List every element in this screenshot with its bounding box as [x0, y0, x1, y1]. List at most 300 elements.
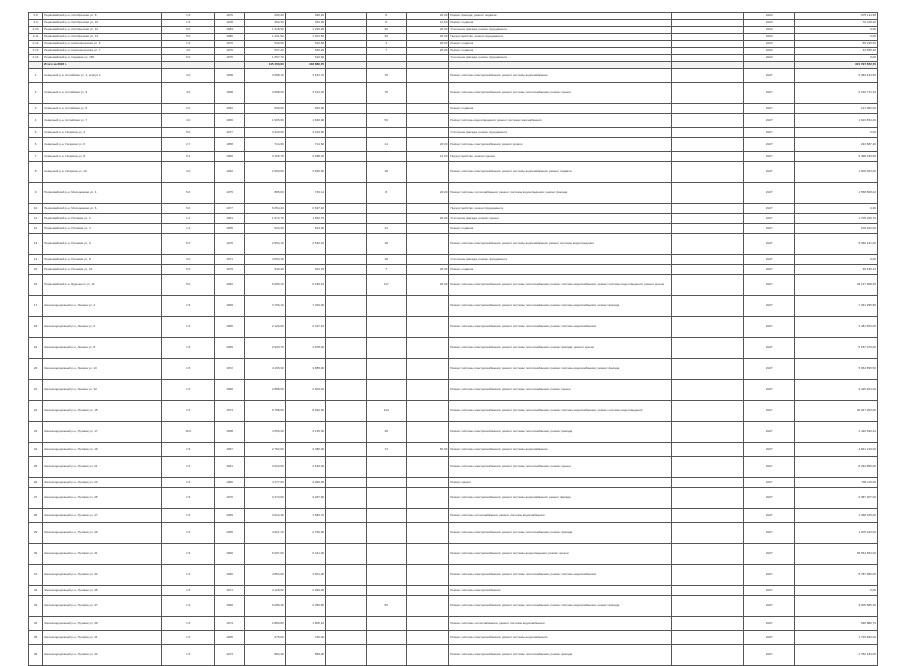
table-cell-addr: Первомайский р-н, Комсомольская ул, 7	[43, 48, 162, 55]
table-cell-addr: Железнодорожный р-н, Луговая ул, 33	[43, 565, 162, 586]
table-cell-d: Ремонт подвала	[449, 41, 671, 48]
table-cell-a: 3.0	[162, 255, 215, 265]
table-row	[29, 275, 878, 296]
table-cell-n: 17	[29, 296, 43, 317]
table-cell-a: 5.2	[162, 152, 215, 162]
table-cell-sum: 106 162,00	[795, 224, 878, 234]
table-cell-year: 1976	[214, 48, 244, 55]
table-cell-y: 2023	[744, 13, 795, 20]
table-cell-s1: 3 024,60	[245, 457, 285, 478]
table-cell-h	[326, 234, 366, 255]
table-cell-s2: 7 320,00	[285, 296, 325, 317]
table-cell-h	[326, 631, 366, 645]
table-cell-y: 2023	[744, 41, 795, 48]
table-cell-_blank	[671, 457, 744, 478]
table-cell-sum: 8 787 980,00	[795, 565, 878, 586]
table-cell-h	[326, 114, 366, 128]
table-cell-s1: 9 788,60	[245, 401, 285, 422]
table-cell-year: 1965	[214, 631, 244, 645]
table-cell-a: 1.5	[162, 478, 215, 488]
table-cell-s1: 3 688,20	[245, 83, 285, 104]
table-cell-a: 5.0	[162, 27, 215, 34]
table-cell-d: Ремонт фасада; ремонт подвала	[449, 13, 671, 20]
table-cell-addr: Железнодорожный р-н, Ленина ул, 6	[43, 317, 162, 338]
table-row	[29, 586, 878, 596]
table-cell-_blank	[671, 234, 744, 255]
table-cell-s2: 1 290,90	[285, 27, 325, 34]
table-cell-addr: Железнодорожный р-н, Луговая ул, 29	[43, 523, 162, 544]
table-cell-d: Ремонт системы электроснабжения; ремонт системы теплоснабжения; ремонт системы водоснабжения	[449, 317, 671, 338]
table-cell-s1: 714,60	[245, 138, 285, 152]
table-cell-s2: 3 223,60	[285, 128, 325, 138]
table-cell-y: 2027	[744, 617, 795, 631]
table-cell-a: 4.0	[162, 69, 215, 83]
table-cell-_blank	[671, 338, 744, 359]
table-cell-m	[406, 317, 448, 338]
table-cell-sum: 2 440 590,42	[795, 422, 878, 443]
table-cell-y	[744, 62, 795, 69]
table-cell-d: Ремонт системы электроснабжения; ремонт системы теплоснабжения; ремонт фасада	[449, 523, 671, 544]
table-cell-y: 2027	[744, 265, 795, 275]
table-cell-year: 1962	[214, 275, 244, 296]
table-cell-sum: 45 564 834,00	[795, 544, 878, 565]
table-total-row	[29, 62, 878, 69]
table-cell-year: 1958	[214, 422, 244, 443]
table-cell-a: 2.0	[162, 104, 215, 114]
table-cell-s1: 3 688,10	[245, 69, 285, 83]
table-cell-m	[406, 586, 448, 596]
table-cell-y: 2027	[744, 204, 795, 214]
table-row	[29, 509, 878, 523]
table-cell-a: 1.6	[162, 523, 215, 544]
table-cell-sum: 6 087 307,00	[795, 488, 878, 509]
table-cell-s1: 2 554,10	[245, 234, 285, 255]
table-cell-d: Ремонт системы электроснабжения; ремонт системы водоснабжения; ремонт фасада	[449, 488, 671, 509]
table-row	[29, 55, 878, 62]
table-cell-addr: Железнодорожный р-н, Луговая ул, 43	[43, 645, 162, 666]
table-cell-s2: 8 922,30	[285, 401, 325, 422]
table-cell-k	[366, 631, 406, 645]
table-cell-m	[406, 359, 448, 380]
table-row	[29, 565, 878, 586]
table-cell-year: 1970	[214, 234, 244, 255]
table-cell-h	[326, 265, 366, 275]
table-cell-sum: 55 235,50	[795, 41, 878, 48]
table-cell-s2: 695,20	[285, 13, 325, 20]
table-cell-m: 20,00	[406, 265, 448, 275]
table-cell-sum: 40 947 253,00	[795, 401, 878, 422]
table-cell-k: 30	[366, 34, 406, 41]
table-row	[29, 204, 878, 214]
table-cell-m	[406, 296, 448, 317]
table-cell-n: 19	[29, 338, 43, 359]
table-cell-s1: 3 473,60	[245, 488, 285, 509]
table-cell-s2: 3 512,20	[285, 83, 325, 104]
table-cell-addr: Железнодорожный р-н, Луговая ул, 23	[43, 478, 162, 488]
table-row	[29, 317, 878, 338]
table-cell-d: Ремонт системы электроснабжения; ремонт системы теплоснабжения; ремонт фасада	[449, 422, 671, 443]
table-cell-h	[326, 380, 366, 401]
table-cell-d: Ремонт системы электроснабжения; ремонт системы водоотведения; ремонт крыши	[449, 544, 671, 565]
table-cell-_blank	[671, 422, 744, 443]
table-cell-h	[326, 544, 366, 565]
table-cell-s1: 3 420,50	[245, 128, 285, 138]
table-cell-addr: Первомайский р-н, Полевая ул, 2	[43, 214, 162, 224]
table-cell-year: 1960	[214, 478, 244, 488]
table-cell-year: 1966	[214, 152, 244, 162]
table-cell-year: 1965	[214, 523, 244, 544]
table-cell-a: 1.5	[162, 359, 215, 380]
table-cell-y: 2027	[744, 478, 795, 488]
table-cell-a: 5.0	[162, 275, 215, 296]
table-cell-k	[366, 488, 406, 509]
table-cell-m: 20,00	[406, 214, 448, 224]
table-cell-year: 1978	[214, 20, 244, 27]
table-cell-year: 1966	[214, 114, 244, 128]
table-cell-m: 12,50	[406, 20, 448, 27]
table-cell-m	[406, 204, 448, 214]
table-row	[29, 69, 878, 83]
table-cell-addr: Железнодорожный р-н, Луговая ул, 31	[43, 544, 162, 565]
table-cell-sum: 5 654 895,50	[795, 359, 878, 380]
table-cell-y: 2027	[744, 359, 795, 380]
table-cell-d: Ремонт системы электроснабжения; ремонт системы водоснабжения	[449, 631, 671, 645]
table-cell-_blank	[671, 478, 744, 488]
table-cell-k	[366, 204, 406, 214]
table-row	[29, 523, 878, 544]
table-cell-n: 34	[29, 617, 43, 631]
table-cell-d: Ремонт подвала	[449, 48, 671, 55]
table-cell-s1: 2 990,60	[245, 162, 285, 183]
table-row	[29, 27, 878, 34]
table-cell-a: 1.2	[162, 224, 215, 234]
table-cell-_blank	[671, 265, 744, 275]
table-cell-a: 1.5	[162, 20, 215, 27]
table-cell-n: 7	[29, 152, 43, 162]
table-cell-_blank	[671, 183, 744, 204]
table-cell-sum: 875 114,58	[795, 13, 878, 20]
table-cell-m	[406, 162, 448, 183]
table-cell-a: 1.5	[162, 586, 215, 596]
table-row	[29, 214, 878, 224]
table-cell-k: 18	[366, 162, 406, 183]
table-cell-k	[366, 523, 406, 544]
table-cell-_blank	[671, 401, 744, 422]
table-cell-h	[326, 13, 366, 20]
table-row	[29, 296, 878, 317]
table-cell-a: 4.0	[162, 162, 215, 183]
table-cell-h	[326, 586, 366, 596]
table-cell-s1: 884,30	[245, 645, 285, 666]
table-cell-h	[326, 214, 366, 224]
table-cell-addr: Северный р-н, Гагарина ул, 8	[43, 152, 162, 162]
table-cell-s2: 1 562,70	[285, 214, 325, 224]
table-cell-_blank	[671, 20, 744, 27]
table-cell-a: 4.0	[162, 48, 215, 55]
table-cell-s2: 2 135,00	[285, 422, 325, 443]
table-row	[29, 488, 878, 509]
table-cell-s1: 2 930,70	[245, 338, 285, 359]
table-cell-sum: 5 187 979,00	[795, 338, 878, 359]
table-cell-n: 12	[29, 224, 43, 234]
table-cell-s1: 454,30	[245, 20, 285, 27]
table-cell-n: 2.10	[29, 27, 43, 34]
table-cell-n: 8	[29, 162, 43, 183]
table-cell-h	[326, 55, 366, 62]
table-cell-addr: Первомайский р-н, Молодежная ул, 6	[43, 204, 162, 214]
table-cell-_blank	[671, 69, 744, 83]
table-cell-h	[326, 401, 366, 422]
table-cell-year: 1975	[214, 183, 244, 204]
table-cell-s1: 6 097,60	[245, 544, 285, 565]
table-cell-y: 2027	[744, 380, 795, 401]
table-cell-a: 1.5	[162, 13, 215, 20]
table-cell-s2: 2 878,00	[285, 338, 325, 359]
table-cell-h	[326, 128, 366, 138]
table-cell-addr: Первомайский р-н, Октябрьская ул, 8	[43, 13, 162, 20]
table-cell-sum: 0,00	[795, 204, 878, 214]
table-cell-s2: 520,20	[285, 48, 325, 55]
table-cell-s2: 2 760,00	[285, 523, 325, 544]
table-cell-s2: 6 697,40	[285, 204, 325, 214]
table-cell-y: 2027	[744, 152, 795, 162]
table-cell-sum: 0,00	[795, 255, 878, 265]
table-cell-sum: 44 565,30	[795, 48, 878, 55]
table-cell-m	[406, 523, 448, 544]
table-cell-h	[326, 41, 366, 48]
table-cell-k	[366, 380, 406, 401]
table-cell-s1: 1 657,70	[245, 55, 285, 62]
table-cell-k	[366, 586, 406, 596]
table-cell-addr: Северный р-н, Алтайская ул, 3	[43, 83, 162, 104]
table-cell-n: 24	[29, 443, 43, 457]
table-cell-d: Утепление фасада; ремонт фундамента	[449, 128, 671, 138]
table-cell-year: 1984	[214, 27, 244, 34]
table-cell-s2: 2 998,20	[285, 152, 325, 162]
table-body	[29, 13, 878, 666]
table-cell-h	[326, 183, 366, 204]
table-cell-y: 2027	[744, 544, 795, 565]
table-cell-year: 1986	[214, 34, 244, 41]
table-cell-sum: 315 797 872,70	[795, 62, 878, 69]
table-cell-k: 56	[366, 596, 406, 617]
table-cell-s2: 3 267,60	[285, 488, 325, 509]
table-cell-addr: Итого за 2023 г.	[43, 62, 162, 69]
table-cell-n: 22	[29, 401, 43, 422]
table-cell-addr: Железнодорожный р-н, Ленина ул, 4	[43, 296, 162, 317]
table-cell-addr: Железнодорожный р-н, Луговая ул, 15	[43, 401, 162, 422]
table-cell-y: 2027	[744, 457, 795, 478]
table-cell-a: 5.0	[162, 128, 215, 138]
table-cell-d: Ремонт системы электроснабжения; ремонт системы теплоснабжения; ремонт крыши	[449, 83, 671, 104]
table-cell-y: 2027	[744, 565, 795, 586]
table-cell-sum: 1 558 808,42	[795, 183, 878, 204]
table-cell-a: 1.6	[162, 509, 215, 523]
table-cell-a: 1.2	[162, 214, 215, 224]
table-cell-k: 30	[366, 27, 406, 34]
table-cell-addr: Северный р-н, Алтайская ул, 5	[43, 104, 162, 114]
table-cell-m	[406, 617, 448, 631]
table-cell-h	[326, 443, 366, 457]
table-cell-a: 1.5	[162, 488, 215, 509]
table-cell-m	[406, 645, 448, 666]
table-cell-sum: 0,00	[795, 128, 878, 138]
table-cell-_blank	[671, 255, 744, 265]
table-cell-n: 36	[29, 645, 43, 666]
table-cell-s2: 3 501,00	[285, 565, 325, 586]
table-cell-n: 33	[29, 596, 43, 617]
table-cell-addr: Железнодорожный р-н, Ленина ул, 10	[43, 359, 162, 380]
table-cell-n: 18	[29, 317, 43, 338]
table-cell-s1: 695,20	[245, 13, 285, 20]
table-cell-s1: 4 177,00	[245, 478, 285, 488]
table-cell-h	[326, 645, 366, 666]
table-cell-y: 2027	[744, 523, 795, 544]
table-cell-addr: Железнодорожный р-н, Луговая ул, 17	[43, 422, 162, 443]
table-cell-addr: Первомайский р-н, Комсомольская ул, 5	[43, 41, 162, 48]
table-cell-s2: 868,00	[285, 645, 325, 666]
table-cell-y: 2027	[744, 338, 795, 359]
table-cell-sum: 0,00	[795, 27, 878, 34]
table-cell-d: Ремонт крыши	[449, 478, 671, 488]
table-cell-m: 20,00	[406, 34, 448, 41]
table-cell-s1: 4 165,30	[245, 359, 285, 380]
table-row	[29, 224, 878, 234]
table-cell-_blank	[671, 380, 744, 401]
table-cell-s1: 1 672,70	[245, 214, 285, 224]
table-cell-d: Ремонт системы электроснабжения; ремонт системы теплоснабжения; ремонт системы водоснабжения; ремонт фасада	[449, 596, 671, 617]
table-cell-y: 2027	[744, 104, 795, 114]
table-cell-n: 2.11	[29, 34, 43, 41]
table-cell-k	[366, 152, 406, 162]
table-cell-d: Утепление фасада; ремонт крыши	[449, 214, 671, 224]
table-cell-k	[366, 62, 406, 69]
table-cell-a: 1.5	[162, 631, 215, 645]
table-cell-h	[326, 457, 366, 478]
table-cell-_blank	[671, 34, 744, 41]
table-cell-sum: 0,00	[795, 34, 878, 41]
table-cell-n: 2.13	[29, 48, 43, 55]
table-cell-a: 1.5	[162, 544, 215, 565]
table-row	[29, 478, 878, 488]
table-cell-sum: 121 952,00	[795, 104, 878, 114]
table-cell-s2: 3 885,00	[285, 359, 325, 380]
table-cell-addr: Железнодорожный р-н, Луговая ул, 37	[43, 596, 162, 617]
table-cell-s2: 6 180,10	[285, 275, 325, 296]
table-cell-addr: Северный р-н, Гагарина ул, 4	[43, 128, 162, 138]
table-cell-y: 2027	[744, 586, 795, 596]
table-cell-m: 20,00	[406, 27, 448, 34]
table-cell-n: 11	[29, 214, 43, 224]
table-row	[29, 48, 878, 55]
table-cell-a: 1.5	[162, 401, 215, 422]
table-cell-year: 1962	[214, 162, 244, 183]
table-cell-y: 2027	[744, 509, 795, 523]
table-cell-addr: Железнодорожный р-н, Ленина ул, 8	[43, 338, 162, 359]
table-cell-s2: 2 427,10	[285, 317, 325, 338]
table-cell-k	[366, 128, 406, 138]
table-cell-m: 60,00	[406, 443, 448, 457]
table-cell-sum: 548 886,70	[795, 617, 878, 631]
table-cell-m	[406, 128, 448, 138]
table-cell-n: 14	[29, 255, 43, 265]
table-cell-_blank	[671, 586, 744, 596]
table-row	[29, 114, 878, 128]
table-cell-d: Утепление фасада, ремонт фундамента	[449, 55, 671, 62]
table-cell-y: 2027	[744, 422, 795, 443]
table-cell-s1: 1 965,60	[245, 114, 285, 128]
table-cell-k	[366, 104, 406, 114]
table-cell-a: 4.0	[162, 114, 215, 128]
table-cell-_blank	[671, 645, 744, 666]
table-cell-s1: 1 431,50	[245, 34, 285, 41]
table-cell-a: 1.5	[162, 380, 215, 401]
table-cell-s1: 4 054,15	[245, 255, 285, 265]
table-cell-year: 1974	[214, 617, 244, 631]
table-cell-s1: 4 621,10	[245, 523, 285, 544]
table-cell-sum: 1 205 420,00	[795, 523, 878, 544]
table-cell-s1: 1 418,50	[245, 27, 285, 34]
table-row	[29, 631, 878, 645]
table-cell-d: Ремонт системы электроснабжения; ремонт системы теплоснабжения; ремонт системы водоснабжения; ремонт системы водоотведения	[449, 401, 671, 422]
table-cell-year: 1976	[214, 55, 244, 62]
table-cell-year: 1972	[214, 359, 244, 380]
table-cell-n: 23	[29, 422, 43, 443]
table-cell-m	[406, 565, 448, 586]
table-cell-d: Ремонт системы электроснабжения; ремонт системы водоснабжения; ремонт подвала	[449, 162, 671, 183]
table-cell-s2: 740,00	[285, 631, 325, 645]
table-cell-_blank	[671, 204, 744, 214]
table-cell-_blank	[671, 55, 744, 62]
table-cell-k	[366, 317, 406, 338]
table-cell-k: 12	[366, 224, 406, 234]
table-cell-s2: 6 441,00	[285, 544, 325, 565]
table-cell-y: 2023	[744, 20, 795, 27]
table-cell-year: 1971	[214, 255, 244, 265]
table-row	[29, 34, 878, 41]
table-cell-h	[326, 48, 366, 55]
table-cell-k	[366, 55, 406, 62]
table-cell-y: 2027	[744, 114, 795, 128]
table-cell-s1: 2 120,60	[245, 317, 285, 338]
table-cell-k	[366, 544, 406, 565]
table-cell-sum: 6 159 772,16	[795, 83, 878, 104]
table-row	[29, 265, 878, 275]
table-cell-s1: 885,00	[245, 183, 285, 204]
table-cell-s1: 4 556,20	[245, 422, 285, 443]
table-row	[29, 596, 878, 617]
table-cell-n: 6	[29, 138, 43, 152]
table-cell-s1: 940,20	[245, 265, 285, 275]
table-cell-h	[326, 152, 366, 162]
table-cell-n: 21	[29, 380, 43, 401]
table-cell-addr: Железнодорожный р-н, Ленина ул, 12	[43, 380, 162, 401]
table-cell-m	[406, 255, 448, 265]
table-cell-h	[326, 617, 366, 631]
table-cell-s1: 524,30	[245, 224, 285, 234]
table-cell-a: 1.5	[162, 41, 215, 48]
table-cell-d: Ремонт системы электроснабжения; ремонт кровли	[449, 138, 671, 152]
table-cell-addr: Первомайский р-н, Полевая ул, 4	[43, 224, 162, 234]
table-row	[29, 20, 878, 27]
table-cell-n: 31	[29, 565, 43, 586]
table-cell-addr: Северный р-н, Гагарина ул, 6	[43, 138, 162, 152]
table-cell-m	[406, 104, 448, 114]
table-cell-year: 1969	[214, 338, 244, 359]
table-cell-y: 2027	[744, 214, 795, 224]
table-cell-_blank	[671, 631, 744, 645]
table-cell-d: Переустройство, ремонт фундамента	[449, 34, 671, 41]
